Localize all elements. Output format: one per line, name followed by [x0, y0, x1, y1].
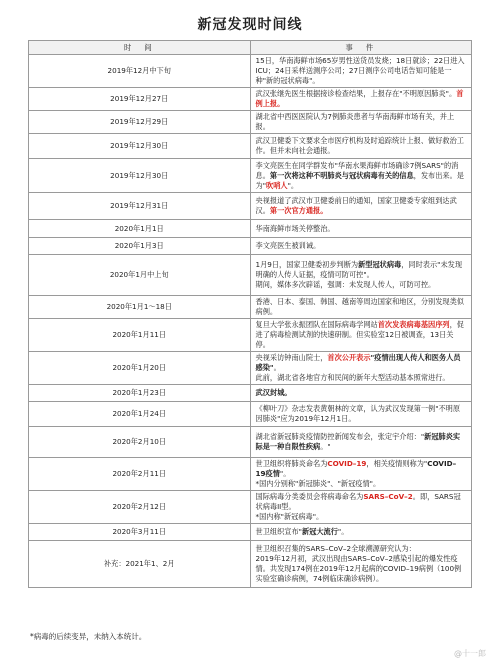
- event-text: 世卫组织召集的SARS–CoV–2全球溯源研究认为： 2019年12月初，武汉出现由SARS–CoV–2感染引起的爆发性疫情。共发现174例在2019年12月起病的COVID–19病例（100例实验室确诊病例，74例临床确诊病例）。: [255, 544, 462, 583]
- event-text: 首例上报。: [255, 89, 464, 108]
- table-row: [29, 296, 472, 319]
- row-event: [250, 385, 472, 402]
- event-text: 首次发表病毒基因序列: [377, 320, 450, 329]
- event-text: 央视报道了武汉市卫健委前日的通知，国家卫健委专家组到达武汉。: [255, 196, 457, 215]
- row-event: [250, 255, 472, 296]
- event-text: "。: [287, 180, 299, 190]
- table-row: [29, 159, 472, 193]
- table-row: [29, 134, 472, 159]
- row-date: 补充：2021年1、2月: [29, 541, 251, 588]
- event-text: 武汉封城。: [255, 388, 292, 397]
- row-date: 2020年1月1日: [29, 220, 251, 238]
- watermark: @十一郎: [454, 649, 486, 658]
- event-text: 国际病毒分类委员会将病毒命名为: [255, 492, 364, 501]
- header-event: 事 件: [250, 41, 472, 55]
- event-text: ，同时表示"未发现明确的人传人证据，疫情可防可控"。 期间，媒体多次辟谣，强调：未发现人传人，可防可控。: [255, 260, 463, 289]
- event-text: 新型冠状病毒: [358, 260, 402, 269]
- page-title: 新冠发现时间线: [197, 17, 303, 33]
- event-text: "。: [337, 527, 349, 536]
- event-text: ，促进了病毒检测试剂的快速研制。但实验室12日被调查，13日关停。: [255, 320, 464, 349]
- row-date: 2020年1月3日: [29, 238, 251, 255]
- event-text: 。 此前，湖北省各地官方和民间的新年大型活动基本照常进行。: [255, 363, 450, 382]
- table-row: [29, 319, 472, 352]
- event-text: 1月9日，国家卫健委初步判断为: [255, 260, 359, 269]
- row-event: [250, 458, 472, 491]
- row-date: 2020年2月11日: [29, 458, 251, 491]
- row-date: 2020年2月12日: [29, 491, 251, 524]
- table-row: [29, 385, 472, 402]
- row-event: [250, 159, 472, 193]
- row-date: 2020年3月11日: [29, 524, 251, 541]
- event-text: COVID–19: [327, 459, 367, 468]
- row-date: 2020年1月1～18日: [29, 296, 251, 319]
- event-text: 湖北省中西医医院认为7例肺炎患者与华南海鲜市场有关，并上报。: [255, 112, 455, 131]
- row-event: [250, 319, 472, 352]
- table-row: [29, 458, 472, 491]
- event-text: 李文亮医生被训诫。: [255, 241, 321, 250]
- table-row: [29, 491, 472, 524]
- timeline-table: [28, 40, 472, 588]
- event-text: 。即，SARS冠状病毒II型。 *国内称"新冠病毒"。: [255, 492, 461, 521]
- event-text: 世卫组织将肺炎命名为: [255, 459, 328, 468]
- table-row: [29, 541, 472, 588]
- row-event: [250, 491, 472, 524]
- row-event: [250, 541, 472, 588]
- row-event: [250, 134, 472, 159]
- table-row: [29, 193, 472, 220]
- event-text: 新冠大流行: [301, 527, 338, 536]
- row-event: [250, 524, 472, 541]
- table-row: [29, 220, 472, 238]
- row-date: 2019年12月27日: [29, 88, 251, 111]
- event-text: 第一次官方通报。: [269, 206, 328, 215]
- event-text: "疫情出现人传人和医务人员感染": [255, 353, 461, 372]
- event-text: "。 *国内分别称"新冠肺炎"、"新冠疫情"。: [255, 469, 381, 488]
- event-text: COVID–19疫情: [255, 459, 457, 478]
- table-row: [29, 255, 472, 296]
- table-header-row: [29, 41, 472, 55]
- event-text: SARS–CoV–2: [363, 492, 413, 501]
- row-event: [250, 111, 472, 134]
- row-event: [250, 88, 472, 111]
- row-date: 2019年12月29日: [29, 111, 251, 134]
- event-text: 湖北省新冠肺炎疫情防控新闻发布会，张定宇介绍：": [255, 432, 425, 441]
- row-event: [250, 296, 472, 319]
- event-text: 新冠肺炎实际是一种自限性疾病: [255, 432, 461, 451]
- row-date: 2019年12月30日: [29, 159, 251, 193]
- event-text: 武汉张继先医生根据接诊检查结果，上报存在"不明原因肺炎"。: [255, 89, 457, 98]
- row-date: 2020年1月23日: [29, 385, 251, 402]
- event-text: 15日，华南海鲜市场65岁男性送货员发烧；18日就诊；22日进入ICU；24日采样送测序公司；27日测序公司电话告知可能是一种"新的冠状病毒"。: [255, 56, 465, 85]
- event-text: 复旦大学张永振团队在国际病毒学网站: [255, 320, 378, 329]
- row-event: [250, 402, 472, 427]
- row-event: [250, 352, 472, 385]
- table-row: [29, 88, 472, 111]
- table-row: [29, 238, 472, 255]
- row-date: 2020年1月11日: [29, 319, 251, 352]
- row-event: [250, 238, 472, 255]
- row-date: 2020年1月中上旬: [29, 255, 251, 296]
- row-event: [250, 55, 472, 88]
- event-text: ，相关疫情则称为": [366, 459, 428, 468]
- event-text: ，发布出来。是为": [255, 170, 464, 190]
- footnote: *病毒的后续变异，未纳入本统计。: [30, 632, 147, 641]
- timeline-body: [29, 55, 472, 588]
- event-text: 。": [320, 442, 331, 451]
- event-text: 《柳叶刀》杂志发表黄朝林的文章，认为武汉发现第一例"不明原因肺炎"应为2019年12月1日。: [255, 404, 461, 423]
- event-text: 吹哨人: [266, 180, 288, 190]
- table-row: [29, 111, 472, 134]
- row-date: 2019年12月30日: [29, 134, 251, 159]
- table-row: [29, 402, 472, 427]
- event-text: 世卫组织宣布": [255, 527, 302, 536]
- event-text: 首次公开表示: [327, 353, 371, 362]
- table-row: [29, 524, 472, 541]
- event-text: 香港、日本、泰国、韩国、越南等周边国家和地区，分别发现类似病例。: [255, 297, 464, 316]
- row-date: 2020年1月20日: [29, 352, 251, 385]
- row-event: [250, 427, 472, 458]
- row-date: 2019年12月31日: [29, 193, 251, 220]
- table-row: [29, 55, 472, 88]
- header-time: 时 间: [29, 41, 251, 55]
- event-text: 李文亮医生在同学群发布"华南水果海鲜市场确诊7例SARS"的消息。: [255, 160, 459, 180]
- event-text: 华南海鲜市场关停整治。: [255, 223, 335, 233]
- table-row: [29, 352, 472, 385]
- row-date: 2020年1月24日: [29, 402, 251, 427]
- event-text: 央视采访钟南山院士，: [255, 353, 328, 362]
- row-event: [250, 220, 472, 238]
- row-date: 2020年2月10日: [29, 427, 251, 458]
- row-event: [250, 193, 472, 220]
- event-text: 第一次将这种不明肺炎与冠状病毒有关的信息: [269, 170, 414, 180]
- table-row: [29, 427, 472, 458]
- event-text: 武汉卫健委下文要求全市医疗机构及时追踪统计上报、做好救治工作。但并未向社会通报。: [255, 136, 464, 155]
- row-date: 2019年12月中下旬: [29, 55, 251, 88]
